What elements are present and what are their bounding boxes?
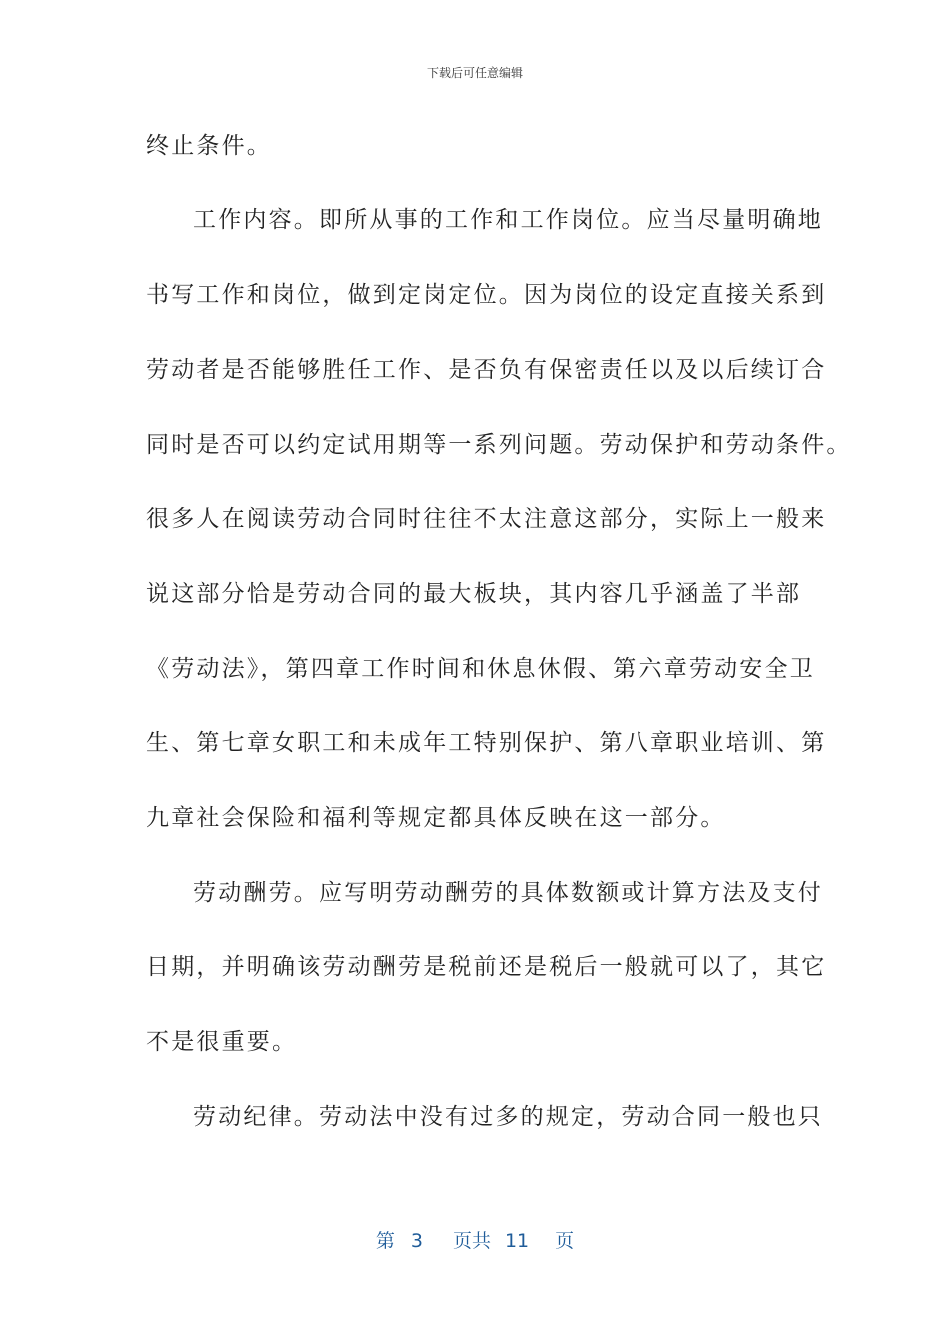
body-line: 《劳动法》，第四章工作时间和休息休假、第六章劳动安全卫 (146, 656, 815, 682)
total-pages-number: 11 (504, 1230, 530, 1252)
body-line: 日期，并明确该劳动酬劳是税前还是税后一般就可以了，其它 (146, 954, 827, 980)
body-line: 生、第七章女职工和未成年工特别保护、第八章职业培训、第 (146, 730, 827, 756)
body-line: 很多人在阅读劳动合同时往往不太注意这部分，实际上一般来 (146, 506, 827, 532)
body-line: 终止条件。 (146, 133, 272, 159)
page-header-note: 下载后可任意编辑 (426, 66, 523, 80)
body-line: 同时是否可以约定试用期等一系列问题。劳动保护和劳动条件。 (146, 432, 852, 458)
page-mid-label: 页共 (452, 1230, 491, 1252)
body-line: 劳动酬劳。应写明劳动酬劳的具体数额或计算方法及支付 (193, 880, 823, 906)
body-line: 劳动纪律。劳动法中没有过多的规定，劳动合同一般也只 (193, 1104, 823, 1130)
body-line: 说这部分恰是劳动合同的最大板块，其内容几乎涵盖了半部 (146, 581, 802, 607)
page-footer (0, 1226, 950, 1253)
body-line: 工作内容。即所从事的工作和工作岗位。应当尽量明确地 (193, 207, 823, 233)
body-line: 劳动者是否能够胜任工作、是否负有保密责任以及以后续订合 (146, 357, 827, 383)
body-line: 不是很重要。 (146, 1029, 298, 1055)
body-line: 九章社会保险和福利等规定都具体反映在这一部分。 (146, 805, 726, 831)
page-prefix: 第 (375, 1230, 395, 1252)
page-suffix: 页 (555, 1230, 575, 1252)
body-line: 书写工作和岗位，做到定岗定位。因为岗位的设定直接关系到 (146, 282, 827, 308)
current-page-number: 3 (410, 1230, 423, 1252)
